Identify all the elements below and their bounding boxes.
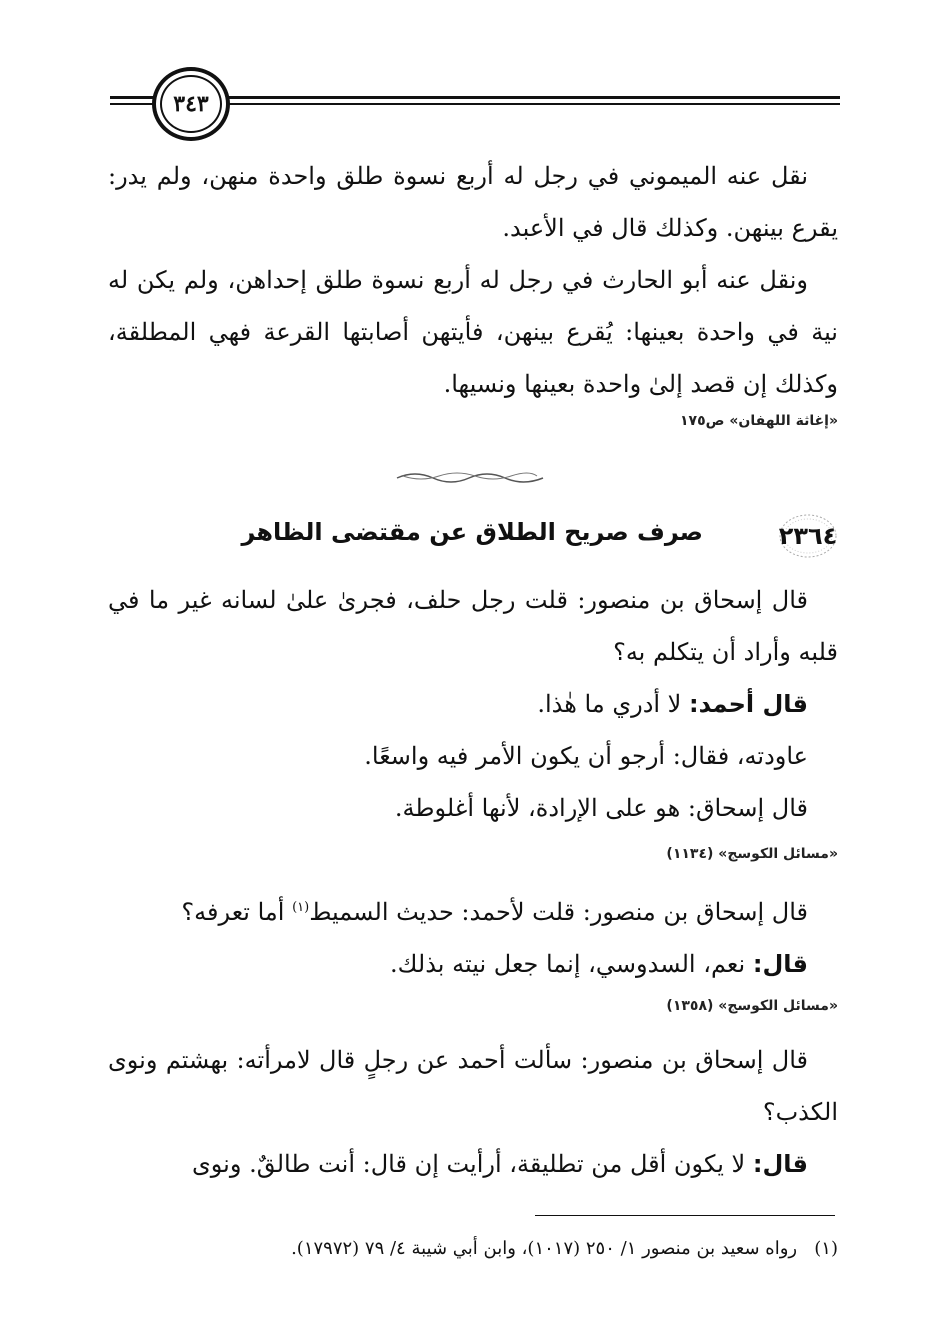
paragraph-text: أما تعرفه؟ [181,898,293,926]
speaker-label: قال أحمد: [689,690,808,718]
paragraph [108,574,838,678]
paragraph [108,882,838,938]
paragraph-text: لا أدري ما هٰذا. [537,690,682,718]
paragraph [108,782,838,834]
paragraph-text: قال إسحاق: هو على الإرادة، لأنها أغلوطة. [394,794,808,822]
footnote-text: رواه سعيد بن منصور ١/ ٢٥٠ (١٠١٧)، وابن أبي شيبة ٤/ ٧٩ (١٧٩٧٢). [291,1238,798,1259]
paragraph-text: عاودته، فقال: أرجو أن يكون الأمر فيه واسعًا. [364,742,808,770]
footnote-separator [535,1215,835,1216]
paragraph-text: نقل عنه الميموني في رجل له أربع نسوة طلق واحدة منهن، ولم يدر: يقرع بينهن. وكذلك قال في الأعبد. [108,162,838,242]
page-number: ٣٤٣ [160,75,222,133]
page-header [110,62,840,142]
section-title: صرف صريح الطلاق عن مقتضى الظاهر [241,518,703,546]
page-number-medallion [152,67,230,141]
footnote [108,1232,838,1266]
paragraph [108,730,838,782]
paragraph-text: لا يكون أقل من تطليقة، أرأيت إن قال: أنت طالقٌ. ونوى [192,1150,746,1178]
section-body-3 [108,1034,838,1190]
paragraph [108,678,838,730]
section-body-2 [108,882,838,990]
paragraph-text: قال إسحاق بن منصور: قلت لأحمد: حديث السميط [309,898,808,926]
section-body-1 [108,574,838,834]
speaker-label: قال: [752,1150,808,1178]
paragraph-text: قال إسحاق بن منصور: سألت أحمد عن رجلٍ قال لامرأته: بهشتم ونوى الكذب؟ [108,1046,838,1126]
paragraph [108,938,838,990]
source-citation: «إغاثة اللهفان» ص١٧٥ [680,413,838,429]
top-section [108,150,838,410]
section-number-badge [778,512,838,560]
paragraph [108,1034,838,1138]
footnote-marker[interactable]: (١) [292,900,310,915]
section-number: ٢٣٦٤ [778,522,838,550]
paragraph [108,254,838,410]
source-citation: «مسائل الكوسج» (١٣٥٨) [666,998,838,1014]
speaker-label: قال: [752,950,808,978]
paragraph [108,1138,838,1190]
source-citation: «مسائل الكوسج» (١١٣٤) [666,846,838,862]
paragraph-text: ونقل عنه أبو الحارث في رجل له أربع نسوة طلق إحداهن، ولم يكن له نية في واحدة بعينها: يُقرع بينهن، فأيتهن أصابتها القرعة فهي المطلقة، وكذلك إن قصد إلىٰ واحدة بعينها ونسيها. [108,266,838,398]
section-heading [108,508,838,568]
paragraph-text: قال إسحاق بن منصور: قلت رجل حلف، فجرىٰ علىٰ لسانه غير ما في قلبه وأراد أن يتكلم به؟ [108,586,838,666]
divider-ornament [395,466,545,486]
footnote-number: (١) [814,1238,838,1259]
paragraph-text: نعم، السدوسي، إنما جعل نيته بذلك. [390,950,746,978]
paragraph [108,150,838,254]
